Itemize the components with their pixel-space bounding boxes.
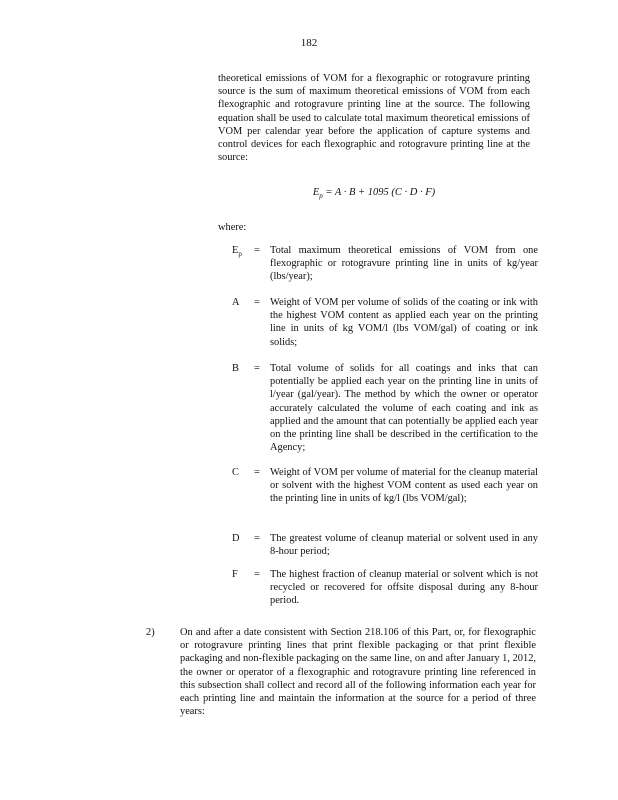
definition-text: Weight of VOM per volume of material for the cleanup material or solvent with the highest VOM content as used each year on the printing line in units of kg/l (lbs VOM/gal); bbox=[270, 467, 538, 505]
definition-equals: = bbox=[254, 245, 260, 256]
definition-equals: = bbox=[254, 363, 260, 374]
definition-symbol: C bbox=[232, 467, 239, 478]
where-label: where: bbox=[218, 222, 247, 233]
definition-symbol: A bbox=[232, 297, 240, 308]
intro-paragraph: theoretical emissions of VOM for a flexographic or rotogravure printing source is the sum of maximum theoretical emissions of VOM from each flexographic and rotogravure printing line at the source. The following equation shall be used to calculate total maximum theoretical emissions of VOM per calendar year before the application of capture systems and control devices for each flexographic and rotogravure printing line at the source: bbox=[218, 73, 530, 164]
definition-text: Total maximum theoretical emissions of VOM from one flexographic or rotogravure printing line in units of kg/year (lbs/year); bbox=[270, 245, 538, 283]
definition-symbol: D bbox=[232, 533, 240, 544]
definition-equals: = bbox=[254, 533, 260, 544]
definition-text: The greatest volume of cleanup material or solvent used in any 8-hour period; bbox=[270, 533, 538, 558]
item-text: On and after a date consistent with Section 218.106 of this Part, or, for flexographic or rotogravure printing lines that print flexible packaging or that print flexible packaging and non-flexible packaging on the same line, on and after January 1, 2012, the owner or operator of a flexographic and rotogravure printing line referenced in this subsection shall collect and record all of the following information each year for each printing line and maintain the information at the source for a period of three years: bbox=[180, 627, 536, 718]
definition-equals: = bbox=[254, 297, 260, 308]
definition-text: Total volume of solids for all coatings and inks that can potentially be applied each year on the printing line in units of l/year (gal/year). The method by which the owner or operator accurately calculated the volume of each coating and ink as applied and the amount that can potentially be applied each year on the printing line shall be described in the certification to the Agency; bbox=[270, 363, 538, 454]
symbol-subscript: p bbox=[238, 250, 242, 259]
equation-rhs: = A · B + 1095 (C · D · F) bbox=[322, 187, 436, 198]
emissions-equation bbox=[218, 186, 530, 203]
definition-equals: = bbox=[254, 467, 260, 478]
definition-symbol: F bbox=[232, 569, 238, 580]
symbol-letter: E bbox=[232, 245, 239, 256]
item-number: 2) bbox=[146, 627, 155, 638]
definition-text: Weight of VOM per volume of solids of the coating or ink with the highest VOM content as applied each year on the printing line in units of kg VOM/l (lbs VOM/gal) of coating or ink solids; bbox=[270, 297, 538, 348]
definition-symbol: B bbox=[232, 363, 239, 374]
definition-equals: = bbox=[254, 569, 260, 580]
equation-lhs: E bbox=[312, 187, 320, 198]
equation-lhs-subscript: p bbox=[319, 192, 323, 201]
definition-text: The highest fraction of cleanup material or solvent which is not recycled or recovered for offsite disposal during any 8-hour period. bbox=[270, 569, 538, 607]
page-number: 182 bbox=[300, 37, 318, 49]
definition-symbol bbox=[232, 244, 254, 261]
